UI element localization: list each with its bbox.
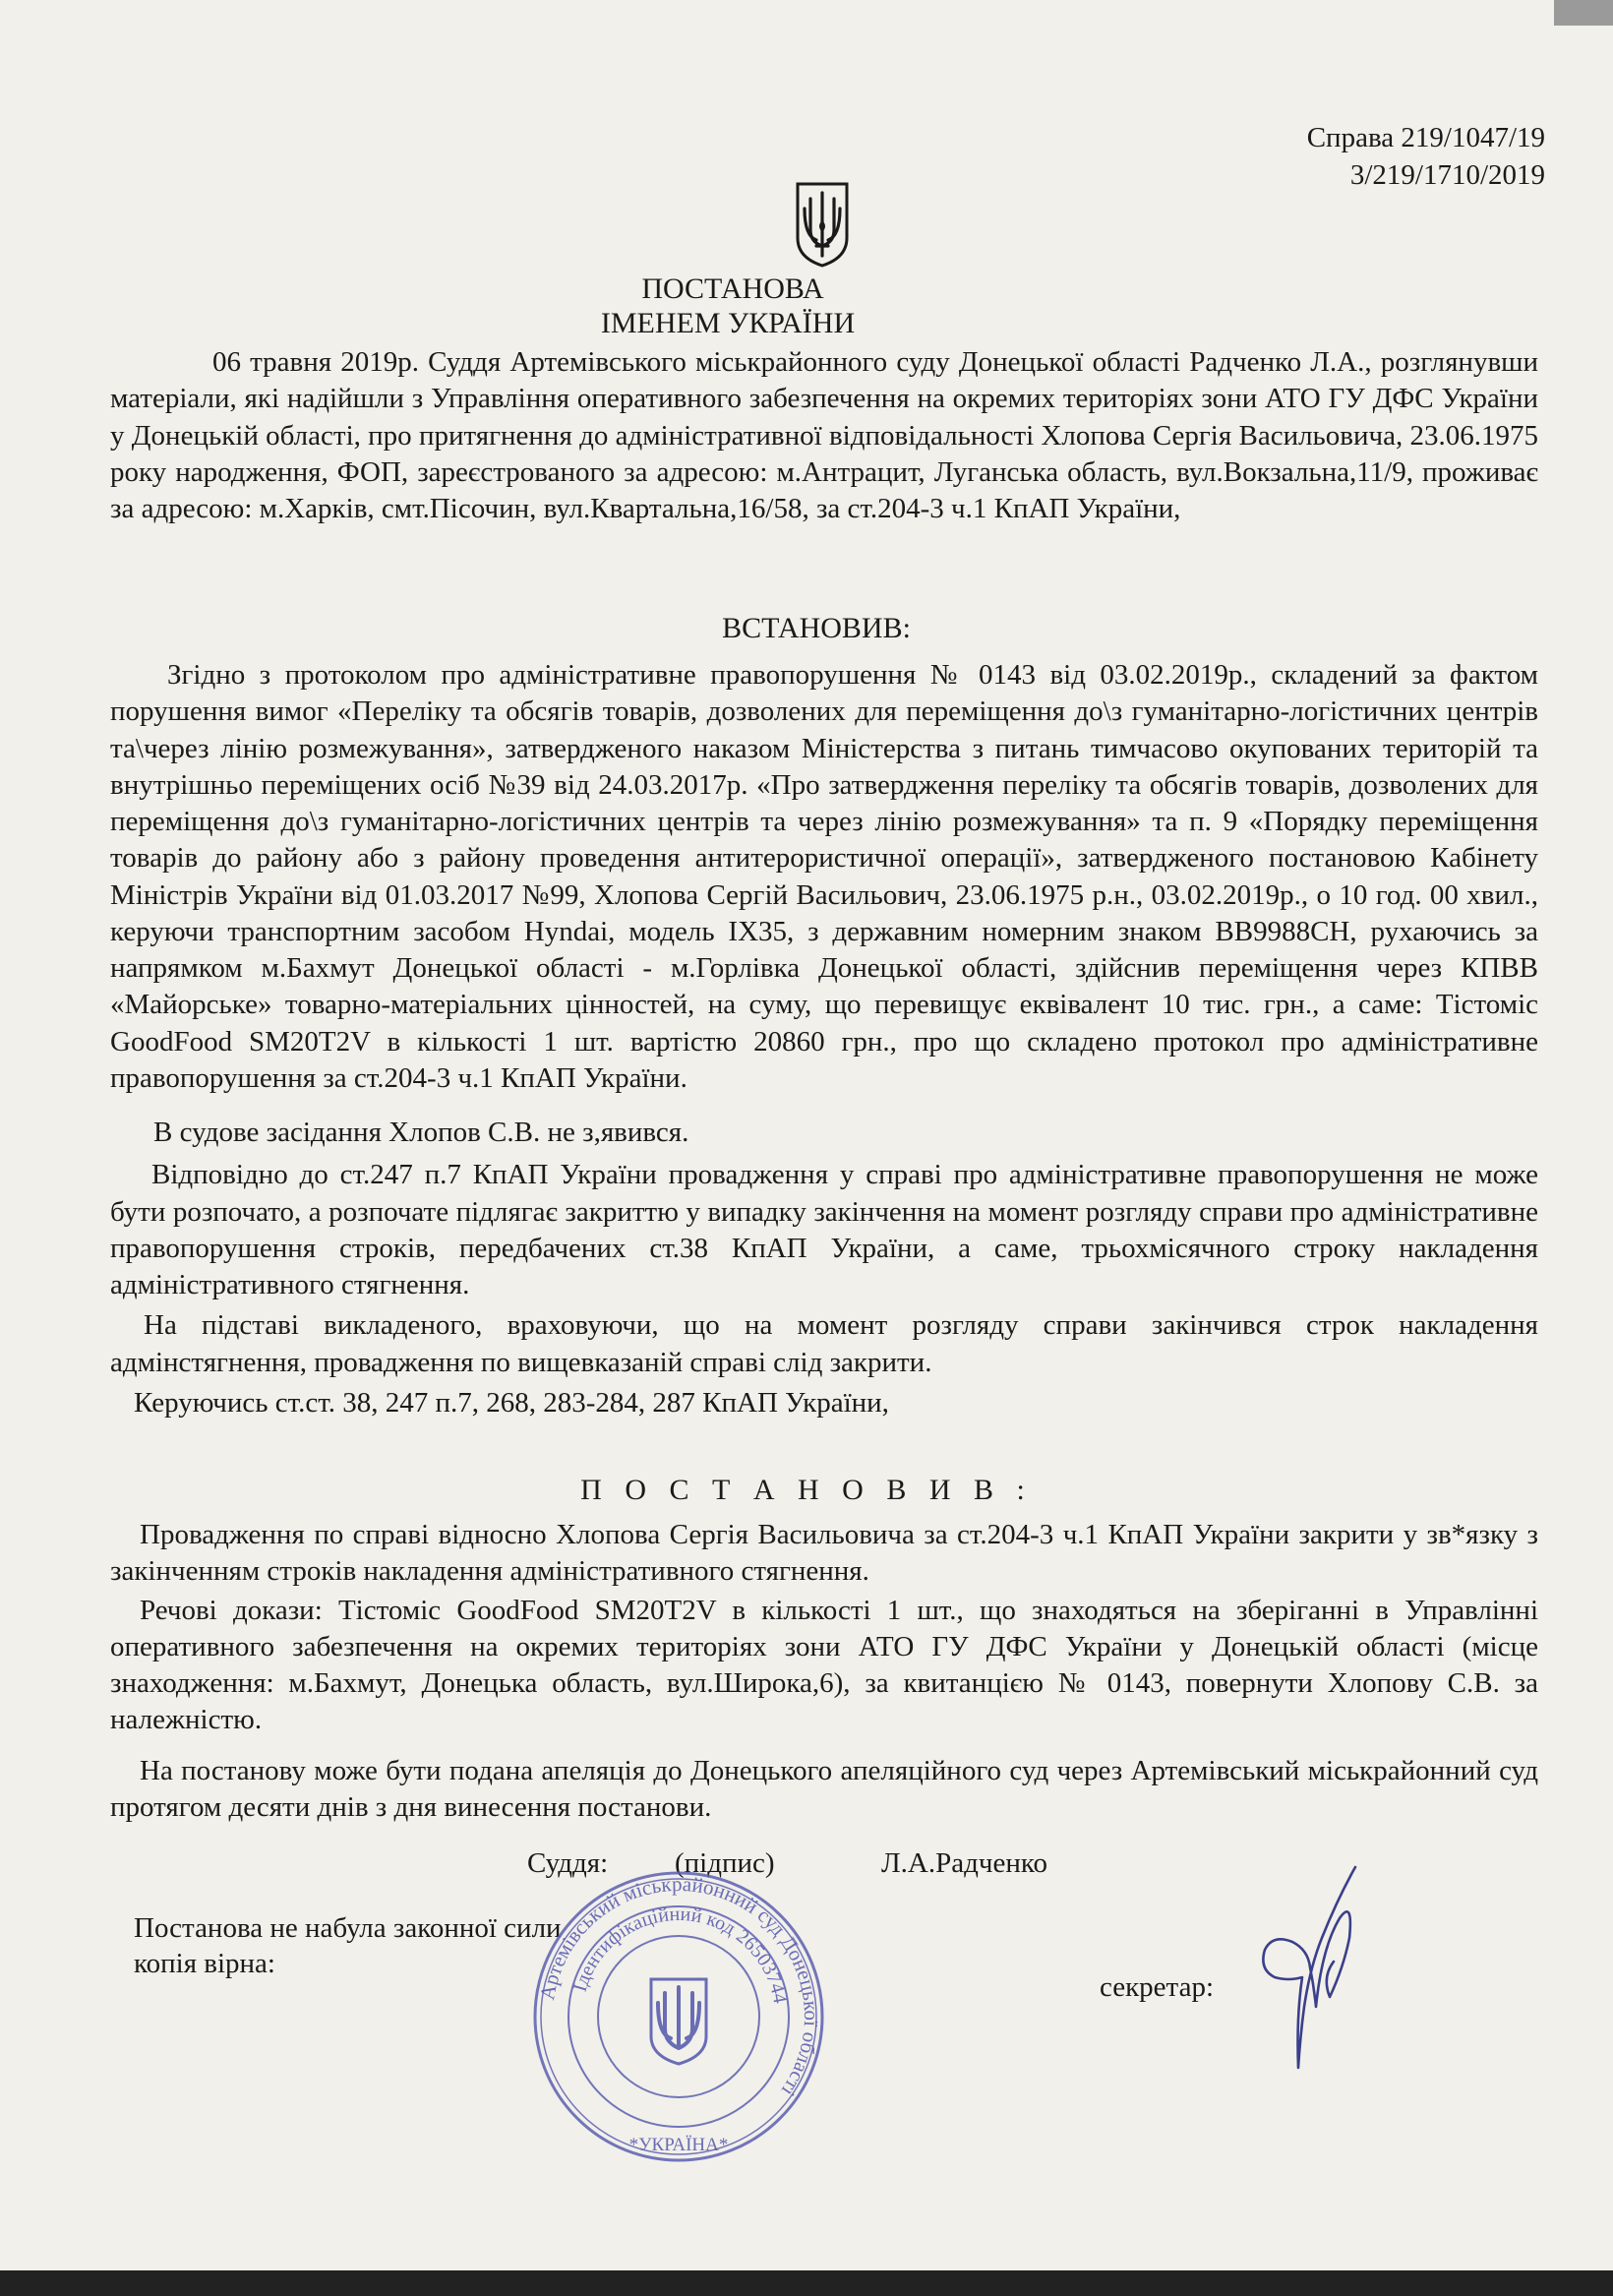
document-subtitle: ІМЕНЕМ УКРАЇНИ: [600, 307, 856, 339]
secretary-label: секретар:: [1100, 1971, 1215, 2003]
case-number-line-1: Справа 219/1047/19: [1306, 122, 1545, 153]
established-paragraph-5: Керуючись ст.ст. 38, 247 п.7, 268, 283-284, 287 КпАП України,: [134, 1386, 889, 1419]
copy-true-label: копія вірна:: [134, 1948, 275, 1979]
established-paragraph-1: Згідно з протоколом про адміністративне правопорушення № 0143 від 03.02.2019р., складений за фактом порушення вимог «Переліку та обсягів товарів, дозволених для переміщення до\з гуманітарно-логістичних центрів та\через лінію розмежування», затвердженого наказом Міністерства з питань тимчасово окупованих територій та внутрішньо переміщених осіб №39 від 24.03.2017р. «Про затвердження переліку та обсягів товарів, дозволених для переміщення до\з гуманітарно-логістичних центрів та через лінію розмежування» та п. 9 «Порядку переміщення товарів до району або з району проведення антитерористичної операції», затвердженого постановою Кабінету Міністрів України від 01.03.2017 №99, Хлопова Сергій Васильович, 23.06.1975 р.н., 03.02.2019р., о 10 год. 00 хвил., керуючи транспортним засобом Hyndai, модель IX35, з державним номерним знаком ВВ9988СН, рухаючись за напрямком м.Бахмут Донецької області - м.Горлівка Донецької області, здійснив переміщення через КПВВ «Майорське» товарно-матеріальних цінностей, на суму, що перевищує еквівалент 10 тис. грн., а саме: Тістоміс GoodFood SM20T2V в кількості 1 шт. вартістю 20860 грн., про що складено протокол про адміністративне правопорушення за ст.204-3 ч.1 КпАП України.: [110, 659, 1538, 1094]
established-heading: ВСТАНОВИВ:: [722, 612, 911, 644]
established-paragraph-2: В судове засідання Хлопов С.В. не з,явився.: [153, 1117, 689, 1148]
secretary-signature: [1220, 1859, 1367, 2076]
coat-of-arms-icon: [795, 181, 850, 268]
judge-name: Л.А.Радченко: [881, 1847, 1047, 1879]
resolved-heading: П О С Т А Н О В И В :: [580, 1474, 1033, 1506]
stamp-trident-icon: [651, 1979, 706, 2064]
case-number: [1307, 120, 1545, 194]
resolved-paragraph-1: Провадження по справі відносно Хлопова Сергія Васильовича за ст.204-3 ч.1 КпАП України закрити у зв*язку з закінченням строків накладення адміністративного стягнення.: [110, 1519, 1538, 1588]
court-stamp: [531, 1869, 826, 2164]
stamp-outer-text: Артемівський міськрайонний суд Донецької області: [535, 1871, 824, 2101]
document-title: ПОСТАНОВА: [641, 272, 824, 305]
established-paragraph-3: Відповідно до ст.247 п.7 КпАП України провадження у справі про адміністративне правопорушення не може бути розпочато, а розпочате підлягає закриттю у випадку закінчення на момент розгляду справи про адміністративне правопорушення строків, передбачених ст.38 КпАП України, а саме, трьохмісячного строку накладення адміністративного стягнення.: [110, 1159, 1538, 1300]
established-paragraph-4: На підставі викладеного, враховуючи, що на момент розгляду справи закінчився строк накладення адмінстягнення, провадження по вищевказаній справі слід закрити.: [110, 1309, 1538, 1378]
resolved-block: [110, 1517, 1538, 1826]
resolved-paragraph-3: На постанову може бути подана апеляція до Донецького апеляційного суд через Артемівський міськрайонний суд протягом десяти днів з дня винесення постанови.: [110, 1754, 1538, 1823]
resolved-paragraph-2: Речові докази: Тістоміс GoodFood SM20T2V в кількості 1 шт., що знаходяться на зберіганні в Управлінні оперативного забезпечення на окремих територіях зони АТО ГУ ДФС України у Донецькій області (місце знаходження: м.Бахмут, Донецька область, вул.Широка,6), за квитанцією № 0143, повернути Хлопову С.В. за належністю.: [110, 1594, 1538, 1736]
established-block: [110, 657, 1538, 1421]
not-in-force-note: Постанова не набула законної сили: [134, 1912, 562, 1944]
case-number-line-2: 3/219/1710/2019: [1349, 158, 1545, 191]
stamp-bottom-text: *УКРАЇНА*: [628, 2135, 729, 2155]
scan-corner: [1554, 0, 1613, 26]
judge-label: Суддя:: [527, 1847, 609, 1879]
stamp-inner-text: Ідентифікаційний код 26503744: [568, 1903, 792, 2006]
intro-block: [110, 344, 1538, 527]
signature-placeholder: (підпис): [675, 1847, 775, 1879]
scan-bottom-edge: [0, 2270, 1613, 2296]
intro-paragraph: 06 травня 2019р. Суддя Артемівського міськрайонного суду Донецької області Радченко Л.А., розглянувши матеріали, які надійшли з Управління оперативного забезпечення на окремих територіях зони АТО ГУ ДФС України у Донецькій області, про притягнення до адміністративної відповідальності Хлопова Сергія Васильовича, 23.06.1975 року народження, ФОП, зареєстрованого за адресою: м.Антрацит, Луганська область, вул.Вокзальна,11/9, проживає за адресою: м.Харків, смт.Пісочин, вул.Квартальна,16/58, за ст.204-3 ч.1 КпАП України,: [110, 346, 1538, 524]
